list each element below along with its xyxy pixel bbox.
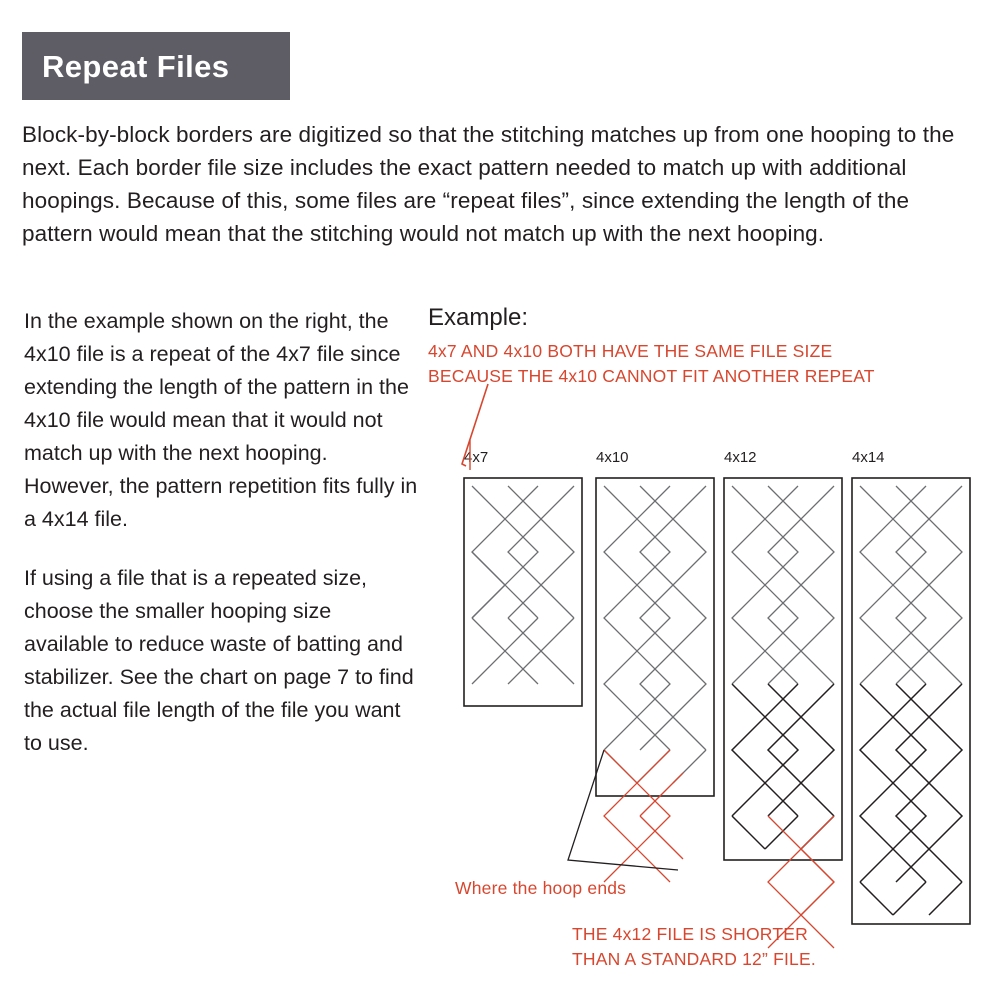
example-label: Example: [428,304,529,331]
left-column [24,305,419,786]
callout-shorter-line-2: THAN A STANDARD 12” FILE. [572,949,816,969]
red-leader-line [428,378,628,488]
right-column [428,305,988,389]
intro-paragraph: Block-by-block borders are digitized so that the stitching matches up from one hooping to the next. Each border file size includes the exact pattern needed to match up with additional hoopings. Because of this, some files are “repeat files”, since extending the length of the pattern would mean that the stitching would not match up with the next hooping. [22,122,955,246]
page-title: Repeat Files [42,48,230,84]
left-paragraph-1: In the example shown on the right, the 4x10 file is a repeat of the 4x7 file since extending the length of the pattern in the 4x10 file would mean that it would not match up with the next hooping. However, the pattern repetition fits fully in a 4x14 file. [24,309,418,531]
callout-shorter-line-1: THE 4x12 FILE IS SHORTER [572,924,808,944]
title-banner [22,32,290,100]
callout-shorter-label [572,922,816,972]
hoop-column-4x14 [852,449,970,924]
hoop-column-4x10 [596,449,714,882]
svg-text:4x14: 4x14 [852,449,885,466]
left-paragraph-2: If using a file that is a repeated size, choose the smaller hooping size available to reduce waste of batting and stabilizer. See the chart on page 7 to find the actual file length of the file you want to use. [24,566,414,755]
example-red-caption-line-2: BECAUSE THE 4x10 CANNOT FIT ANOTHER REPEAT [428,366,875,387]
callout-leader-hoop-ends [568,750,678,870]
svg-text:4x12: 4x12 [724,449,757,466]
svg-text:4x7: 4x7 [464,449,489,466]
example-red-caption-line-1: 4x7 AND 4x10 BOTH HAVE THE SAME FILE SIZE [428,341,833,362]
callout-hoop-ends-label: Where the hoop ends [455,878,627,898]
svg-text:4x10: 4x10 [596,449,629,466]
hoop-column-4x12 [724,449,842,948]
